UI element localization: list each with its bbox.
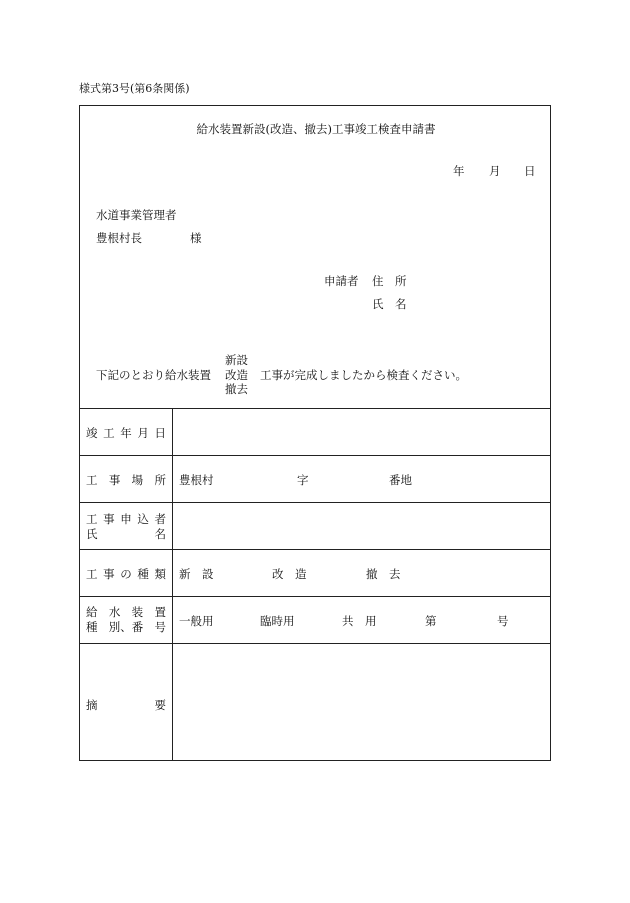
device-general: 一般用 bbox=[179, 614, 214, 628]
form-number: 様式第3号(第6条関係) bbox=[79, 82, 190, 95]
statement-suffix: 工事が完成しましたから検査ください。 bbox=[260, 368, 467, 382]
work-type-modify: 改 造 bbox=[272, 567, 307, 581]
form-frame bbox=[79, 105, 551, 761]
statement-option-remove: 撤去 bbox=[225, 382, 248, 396]
column-divider bbox=[172, 408, 173, 761]
date-day-label: 日 bbox=[524, 164, 536, 178]
statement-option-new: 新設 bbox=[225, 353, 248, 367]
device-type-label: 給 水 装 置 種 別、番 号 bbox=[86, 605, 166, 634]
applicant-label: 申請者 bbox=[324, 274, 359, 288]
applicant-name-label: 工 事 申 込 者 氏 名 bbox=[86, 512, 166, 541]
row-divider bbox=[80, 596, 550, 597]
device-temporary: 臨時用 bbox=[260, 614, 295, 628]
row-divider bbox=[80, 643, 550, 644]
completion-date-label: 竣 工 年 月 日 bbox=[86, 426, 166, 440]
location-label: 工 事 場 所 bbox=[86, 473, 166, 487]
statement-prefix: 下記のとおり給水装置 bbox=[96, 368, 211, 382]
addressee-name: 豊根村長 bbox=[96, 231, 142, 245]
work-type-new: 新 設 bbox=[179, 567, 214, 581]
honorific: 様 bbox=[190, 231, 202, 245]
row-divider bbox=[80, 549, 550, 550]
date-month-label: 月 bbox=[489, 164, 501, 178]
row-divider bbox=[80, 455, 550, 456]
name-label: 氏 名 bbox=[372, 297, 407, 311]
location-banchi: 番地 bbox=[389, 473, 412, 487]
address-label: 住 所 bbox=[372, 274, 407, 288]
form-title: 給水装置新設(改造、撤去)工事竣工検査申請書 bbox=[196, 122, 436, 136]
row-divider bbox=[80, 502, 550, 503]
work-type-label: 工 事 の 種 類 bbox=[86, 567, 166, 581]
statement-option-modify: 改造 bbox=[225, 368, 248, 382]
location-village: 豊根村 bbox=[179, 473, 214, 487]
row-divider bbox=[80, 408, 550, 409]
device-shared: 共 用 bbox=[342, 614, 377, 628]
work-type-remove: 撤 去 bbox=[366, 567, 401, 581]
date-year-label: 年 bbox=[453, 164, 465, 178]
addressee-org: 水道事業管理者 bbox=[96, 208, 177, 222]
summary-label: 摘 要 bbox=[86, 698, 166, 712]
device-go: 号 bbox=[497, 614, 509, 628]
device-dai: 第 bbox=[425, 614, 437, 628]
location-aza: 字 bbox=[297, 473, 309, 487]
